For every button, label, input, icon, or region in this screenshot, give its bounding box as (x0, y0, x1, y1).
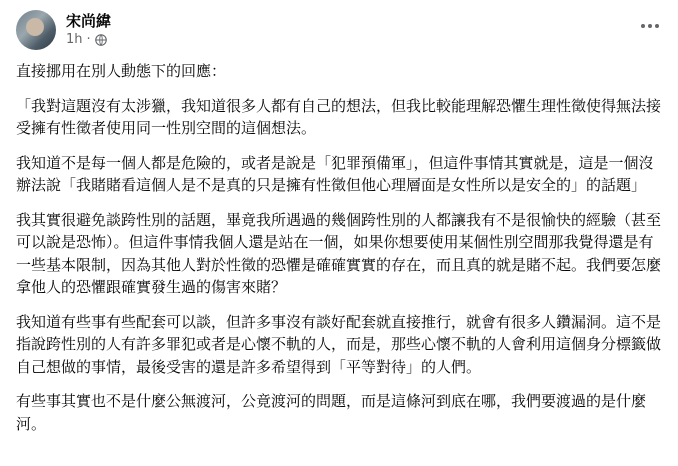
more-dot (648, 24, 652, 28)
post-paragraph: 「我對這題沒有太涉獵，我知道很多人都有自己的想法，但我比較能理解恐懼生理性徵使得無法接受擁有性徵者使用同一性別空間的這個想法。 (16, 96, 662, 137)
post-paragraph: 我其實很避免談跨性別的話題，畢竟我所遇過的幾個跨性別的人都讓我有不是很愉快的經驗（甚至可以說是恐怖）。但這件事情我個人還是站在一個，如果你想要使用某個性別空間那我覺得還是有一些基本限制，因為其他人對於性徵的恐懼是確確實實的存在，而且真的就是賭不起。我們要怎麼拿他人的恐懼跟確實發生過的傷害來賭？ (16, 210, 662, 296)
post-subline (66, 31, 111, 49)
avatar[interactable] (16, 10, 56, 50)
separator-dot: · (86, 32, 91, 47)
post-meta (66, 11, 111, 49)
post-paragraph: 我知道不是每一個人都是危險的，或者是說是「犯罪預備軍」，但這件事情其實就是，這是一個沒辦法說「我賭賭看這個人是不是真的只是擁有性徵但他心理層面是女性所以是安全的」的話題」 (16, 153, 654, 194)
post-time[interactable]: 1h (66, 32, 83, 47)
post-body (16, 60, 666, 447)
post-paragraph: 我知道有些事有些配套可以談，但許多事沒有談好配套就直接推行，就會有很多人鑽漏洞。這不是指說跨性別的人有許多罪犯或者是心懷不軌的人，而是，那些心懷不軌的人會利用這個身分標籤做自己想做的事情，最後受害的還是許多希望得到「平等對待」的人們。 (16, 312, 662, 376)
post-paragraph: 直接挪用在別人動態下的回應： (16, 62, 227, 80)
post-header (16, 8, 111, 52)
globe-icon (95, 34, 107, 46)
post-paragraph: 有些事其實也不是什麼公無渡河，公竟渡河的問題，而是這條河到底在哪，我們要渡過的是什麼河。 (16, 392, 647, 433)
more-dot (655, 24, 659, 28)
author-name[interactable]: 宋尚緯 (66, 12, 112, 30)
more-options-icon[interactable] (636, 16, 664, 36)
more-dot (641, 24, 645, 28)
